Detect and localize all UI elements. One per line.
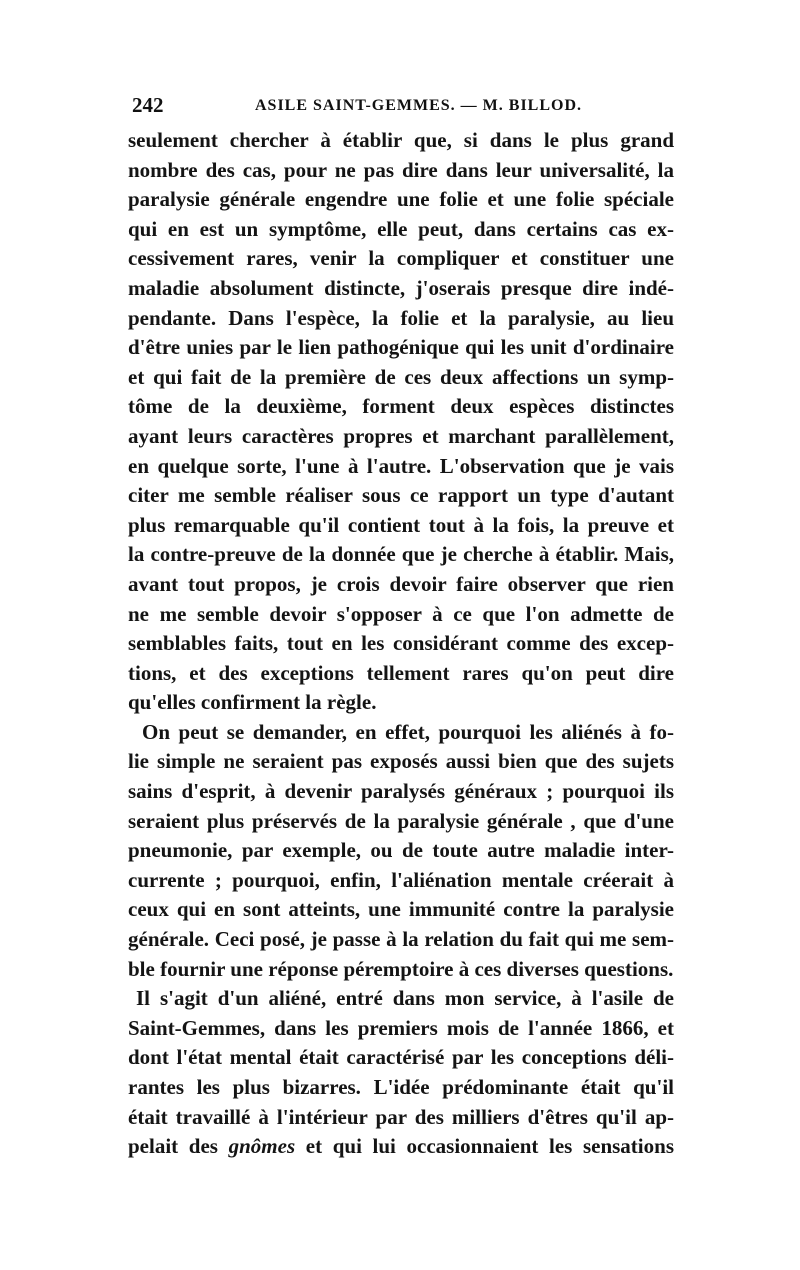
text-line: currente ; pourquoi, enfin, l'aliénation mentale créerait à [128,867,674,892]
text-line: tions, et des exceptions tellement rares qu'on peut dire [128,660,674,685]
text-line: semblables faits, tout en les considérant comme des excep- [128,631,674,656]
text-line: dont l'état mental était caractérisé par les conceptions déli- [128,1045,674,1070]
text-line: pendante. Dans l'espèce, la folie et la paralysie, au lieu [128,305,674,330]
text-line: plus remarquable qu'il contient tout à la fois, la preuve et [128,512,674,537]
text-line: Saint-Gemmes, dans les premiers mois de l'année 1866, et [128,1015,674,1040]
text-line: rantes les plus bizarres. L'idée prédominante était qu'il [128,1075,674,1099]
italic-word: gnômes [228,1134,296,1159]
text-line: générale. Ceci posé, je passe à la relation du fait qui me sem- [128,927,674,952]
running-title: ASILE SAINT-GEMMES. — M. BILLOD. [255,97,583,114]
text-line: seulement chercher à établir que, si dans le plus grand [128,128,674,152]
text-line: nombre des cas, pour ne pas dire dans leur universalité, la [128,157,674,182]
text-line: ceux qui en sont atteints, une immunité contre la paralysie [128,897,674,922]
final-line-start: pelait des [128,1134,229,1159]
text-line: d'être unies par le lien pathogénique qui les unit d'ordinaire [128,335,674,360]
running-head [132,93,677,119]
text-line: qu'elles confirment la règle. [128,690,377,715]
text-line: lie simple ne seraient pas exposés aussi bien que des sujets [128,749,674,774]
text-line: ayant leurs caractères propres et marchant parallèlement, [128,423,674,448]
text-line: cessivement rares, venir la compliquer et constituer une [128,246,674,271]
final-line-end: et qui lui occasionnaient les sensations [295,1134,674,1159]
text-line: tôme de la deuxième, forment deux espèces distinctes [128,394,674,419]
text-line: avant tout propos, je crois devoir faire observer que rien [128,571,674,596]
text-line: ne me semble devoir s'opposer à ce que l'on admette de [128,601,674,626]
text-line-final [128,1132,674,1162]
text-line: maladie absolument distincte, j'oserais presque dire indé- [128,275,674,300]
text-line: était travaillé à l'intérieur par des milliers d'êtres qu'il ap- [128,1104,674,1129]
text-line: seraient plus préservés de la paralysie générale , que d'une [128,808,674,833]
text-line: paralysie générale engendre une folie et une folie spéciale [128,187,674,212]
text-line: pneumonie, par exemple, ou de toute autre maladie inter- [128,838,674,863]
page-number: 242 [132,93,164,117]
paragraph-start-line: On peut se demander, en effet, pourquoi les aliénés à fo- [142,719,674,744]
text-line: sains d'esprit, à devenir paralysés généraux ; pourquoi ils [128,779,674,804]
text-line: ble fournir une réponse péremptoire à ces diverses questions. [128,956,674,981]
paragraph-start-line: Il s'agit d'un aliéné, entré dans mon service, à l'asile de [136,986,674,1011]
text-line: citer me semble réaliser sous ce rapport un type d'autant [128,483,674,508]
body-text [128,126,674,1162]
text-line: en quelque sorte, l'une à l'autre. L'observation que je vais [128,453,674,478]
text-line: la contre-preuve de la donnée que je cherche à établir. Mais, [128,542,674,567]
text-line: et qui fait de la première de ces deux affections un symp- [128,364,674,389]
text-line: qui en est un symptôme, elle peut, dans certains cas ex- [128,216,674,241]
